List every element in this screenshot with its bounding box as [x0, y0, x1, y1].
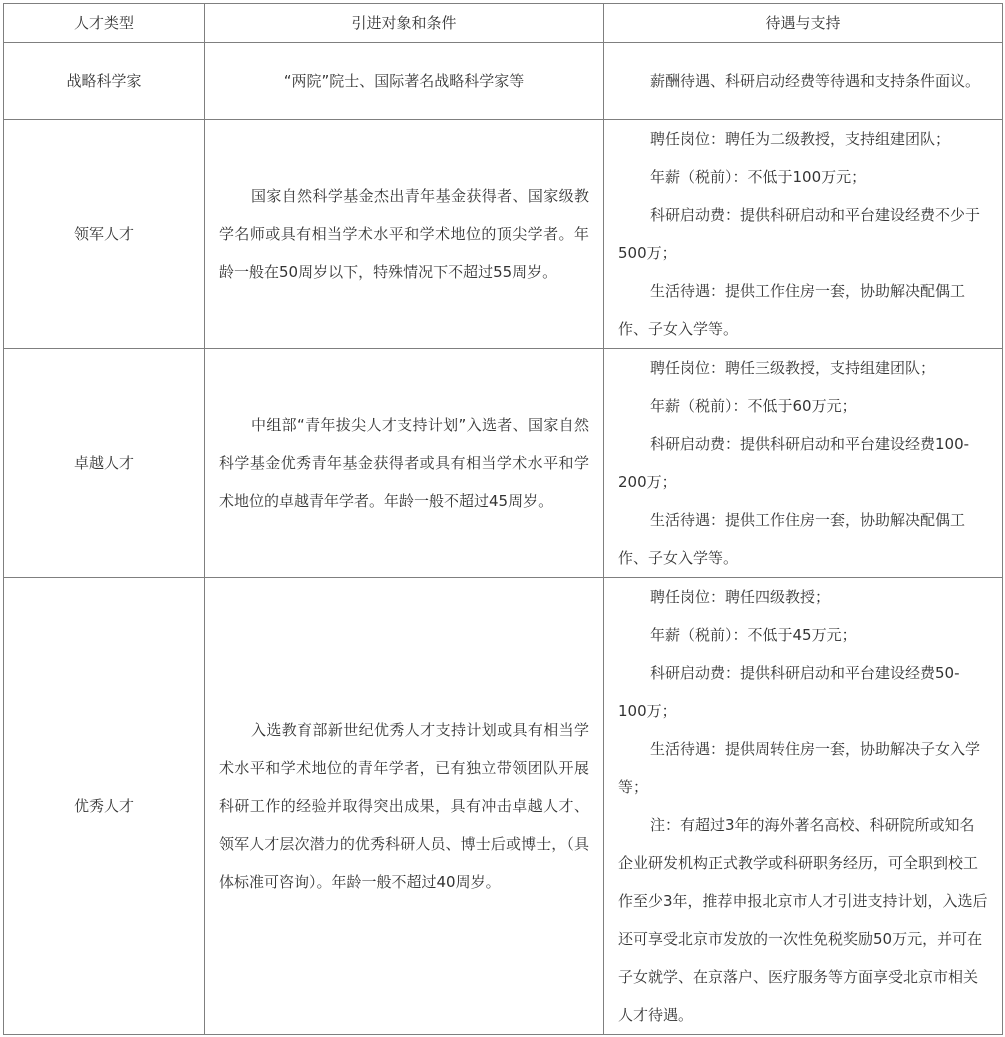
- conditions-text: 中组部“青年拔尖人才支持计划”入选者、国家自然科学基金优秀青年基金获得者或具有相当学术水平和学术地位的卓越青年学者。年龄一般不超过45周岁。: [219, 416, 589, 510]
- conditions-cell: [205, 349, 604, 578]
- header-conditions: 引进对象和条件: [205, 4, 604, 43]
- support-item: 生活待遇：提供周转住房一套，协助解决子女入学等；: [618, 740, 981, 796]
- table-row: [4, 349, 1003, 578]
- support-item: 聘任岗位：聘任四级教授；: [650, 588, 831, 606]
- table-header-row: [4, 4, 1003, 43]
- talent-type-cell: 战略科学家: [4, 43, 205, 120]
- talent-table: [3, 3, 1003, 1035]
- conditions-text: 入选教育部新世纪优秀人才支持计划或具有相当学术水平和学术地位的青年学者，已有独立带领团队开展科研工作的经验并取得突出成果，具有冲击卓越人才、领军人才层次潜力的优秀科研人员、博士后或博士，（具体标准可咨询）。年龄一般不超过40周岁。: [219, 721, 589, 891]
- support-item: 年薪（税前）：不低于100万元；: [650, 168, 867, 186]
- support-item: 生活待遇：提供工作住房一套，协助解决配偶工作、子女入学等。: [618, 511, 966, 567]
- header-support: 待遇与支持: [604, 4, 1003, 43]
- support-cell: [604, 120, 1003, 349]
- header-talent-type: 人才类型: [4, 4, 205, 43]
- support-item: 聘任岗位：聘任为二级教授，支持组建团队；: [650, 130, 951, 148]
- talent-type-cell: 优秀人才: [4, 578, 205, 1035]
- talent-type-cell: 领军人才: [4, 120, 205, 349]
- conditions-text: “两院”院士、国际著名战略科学家等: [283, 72, 525, 90]
- support-cell: [604, 349, 1003, 578]
- support-item: 年薪（税前）：不低于60万元；: [650, 397, 857, 415]
- support-item: 年薪（税前）：不低于45万元；: [650, 626, 857, 644]
- table-row: [4, 578, 1003, 1035]
- support-item: 生活待遇：提供工作住房一套，协助解决配偶工作、子女入学等。: [618, 282, 966, 338]
- support-note: 注：有超过3年的海外著名高校、科研院所或知名企业研发机构正式教学或科研职务经历，可全职到校工作至少3年，推荐申报北京市人才引进支持计划，入选后还可享受北京市发放的一次性免税奖励50万元，并可在子女就学、在京落户、医疗服务等方面享受北京市相关人才待遇。: [618, 816, 988, 1024]
- conditions-text: 国家自然科学基金杰出青年基金获得者、国家级教学名师或具有相当学术水平和学术地位的顶尖学者。年龄一般在50周岁以下，特殊情况下不超过55周岁。: [219, 187, 589, 281]
- table-row: [4, 43, 1003, 120]
- table-row: [4, 120, 1003, 349]
- conditions-cell: [205, 43, 604, 120]
- support-item: 薪酬待遇、科研启动经费等待遇和支持条件面议。: [650, 72, 981, 90]
- support-item: 科研启动费：提供科研启动和平台建设经费100-200万；: [618, 435, 970, 491]
- support-item: 科研启动费：提供科研启动和平台建设经费不少于500万；: [618, 206, 981, 262]
- talent-type-cell: 卓越人才: [4, 349, 205, 578]
- conditions-cell: [205, 578, 604, 1035]
- support-item: 聘任岗位：聘任三级教授，支持组建团队；: [650, 359, 936, 377]
- support-cell: [604, 43, 1003, 120]
- support-item: 科研启动费：提供科研启动和平台建设经费50-100万；: [618, 664, 960, 720]
- support-cell: [604, 578, 1003, 1035]
- conditions-cell: [205, 120, 604, 349]
